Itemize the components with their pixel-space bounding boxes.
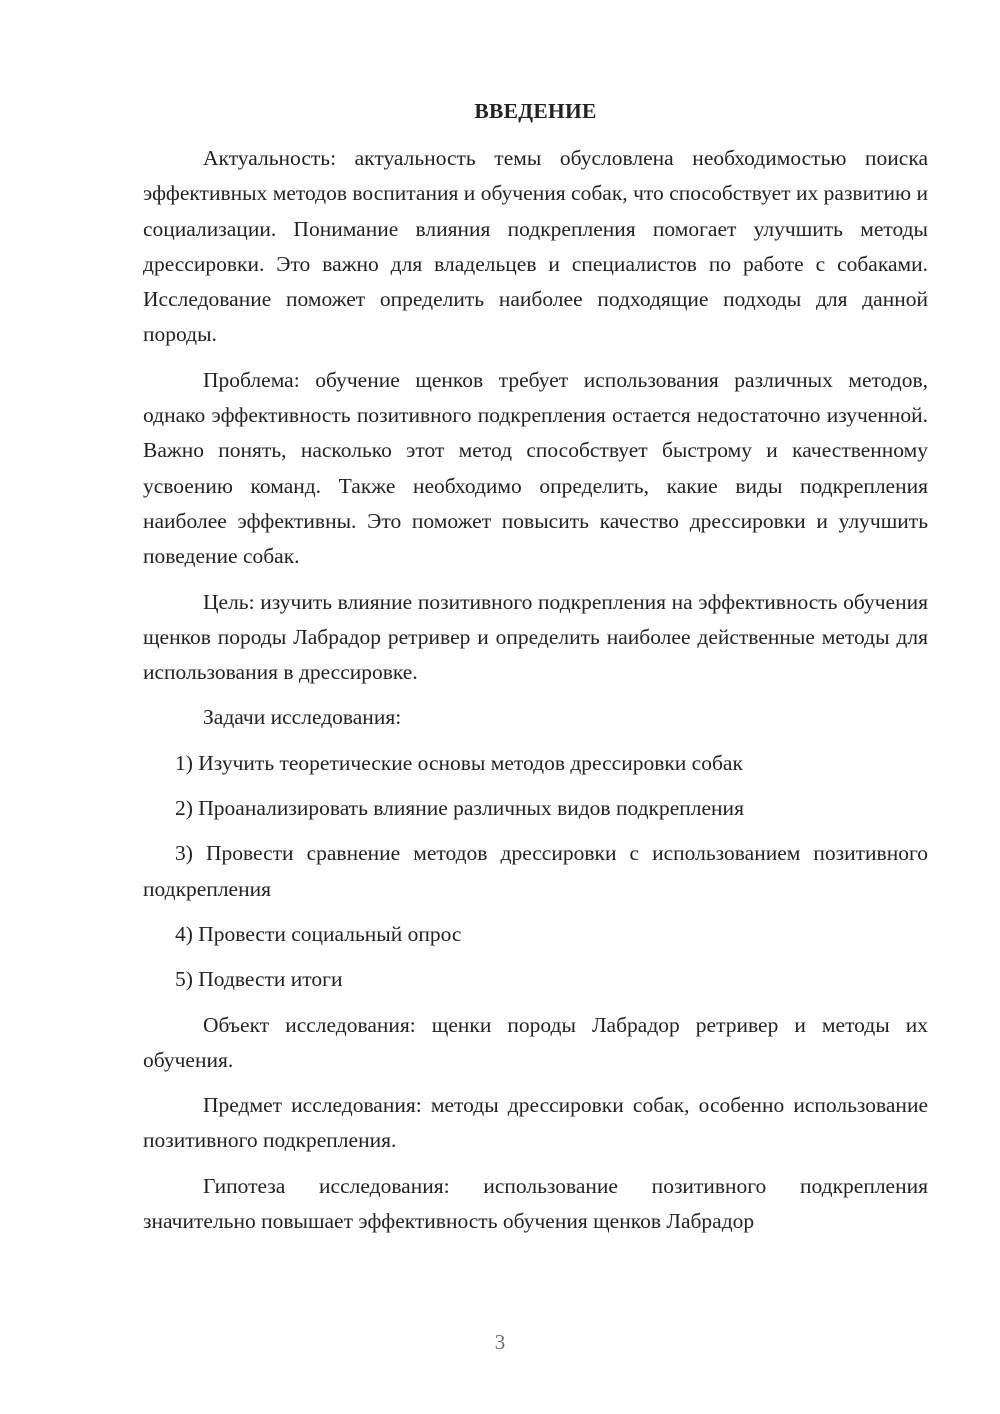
problem-paragraph: Проблема: обучение щенков требует использования различных методов, однако эффективность позитивного подкрепления остается недостаточно изученной. Важно понять, насколько этот метод способствует быстрому и качественному усвоению команд. Также необходимо определить, какие виды подкрепления наиболее эффективны. Это поможет повысить качество дрессировки и улучшить поведение собак. [143, 367, 928, 569]
tasks-heading: Задачи исследования: [203, 705, 402, 730]
hypothesis-paragraph: Гипотеза исследования: использование позитивного подкрепления значительно повышает эффективность обучения щенков Лабрадор [143, 1173, 928, 1234]
relevance-paragraph: Актуальность: актуальность темы обусловлена необходимостью поиска эффективных методов воспитания и обучения собак, что способствует их развитию и социализации. Понимание влияния подкрепления помогает улучшить методы дрессировки. Это важно для владельцев и специалистов по работе с собаками. Исследование поможет определить наиболее подходящие подходы для данной породы. [143, 146, 928, 347]
task-item: 5) Подвести итоги [175, 967, 343, 992]
page-title: ВВЕДЕНИЕ [474, 99, 597, 123]
task-item: 1) Изучить теоретические основы методов дрессировки собак [175, 750, 743, 775]
goal-paragraph: Цель: изучить влияние позитивного подкрепления на эффективность обучения щенков породы Лабрадор ретривер и определить наиболее действенные методы для использования в дрессировке. [143, 589, 928, 685]
document-page [143, 94, 928, 1249]
task-item: 2) Проанализировать влияние различных видов подкрепления [175, 796, 744, 821]
page-number: 3 [494, 1330, 506, 1354]
subject-paragraph: Предмет исследования: методы дрессировки собак, особенно использование позитивного подкрепления. [143, 1093, 928, 1153]
task-item: 4) Провести социальный опрос [175, 921, 462, 946]
task-item: 3) Провести сравнение методов дрессировки с использованием позитивного подкрепления [143, 841, 928, 901]
object-paragraph: Объект исследования: щенки породы Лабрадор ретривер и методы их обучения. [143, 1012, 928, 1072]
